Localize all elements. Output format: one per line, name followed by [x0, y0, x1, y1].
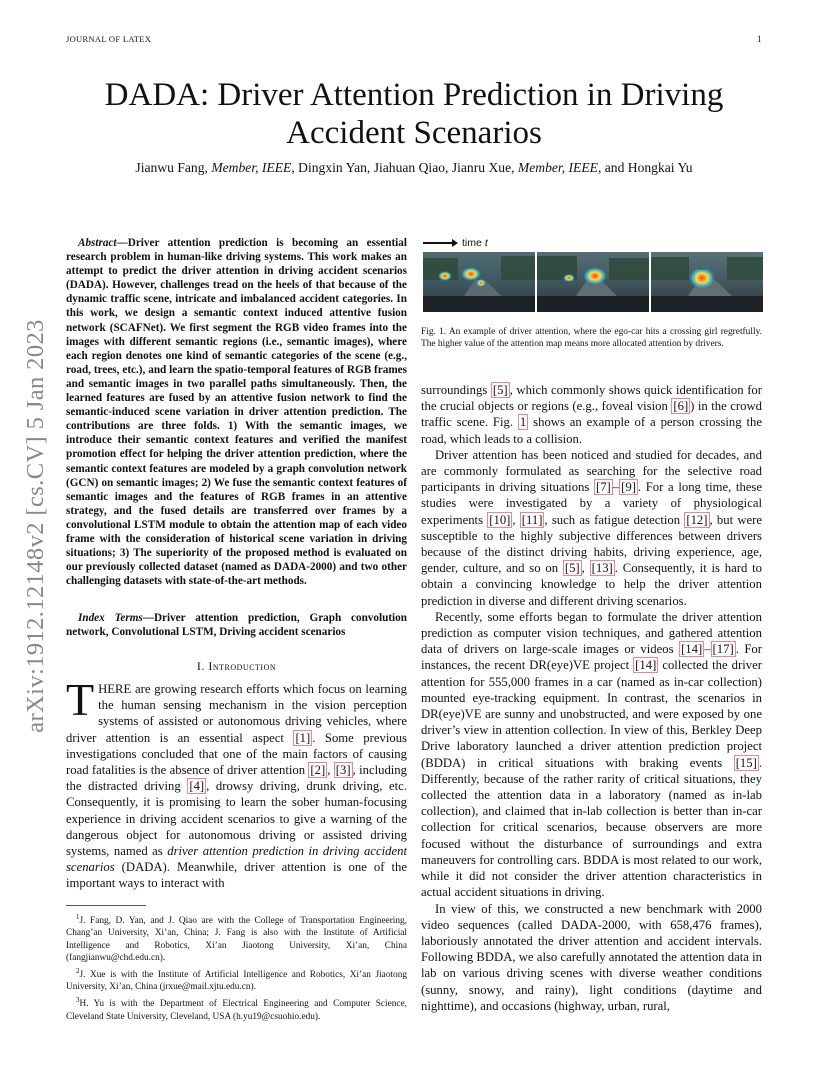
citation-link[interactable]: [12]: [686, 512, 708, 527]
body-text: , which commonly shows quick identification for the crucial objects or regions (e.g., foveal vision: [421, 383, 762, 414]
index-terms-lead: Index Terms: [78, 612, 143, 624]
body-text: ,: [581, 561, 590, 576]
footnote-text: J. Xue is with the Institute of Artificial Intelligence and Robotics, Xi’an Jiaotong University, Xi’an, China (jrxue@mail.xjtu.edu.cn).: [66, 970, 407, 993]
paragraph: [421, 901, 762, 1014]
citation-link[interactable]: [13]: [591, 561, 613, 576]
time-label: time: [462, 237, 482, 249]
index-terms-text: —Driver attention prediction, Graph convolution network, Convolutional LSTM, Driving accident scenarios: [66, 612, 407, 639]
author-role: Member, IEEE: [211, 160, 292, 175]
drop-cap: T: [66, 674, 95, 725]
time-variable: t: [484, 237, 488, 249]
intro-text: HERE are growing research efforts which focus on learning the human sensing mechanism in the vision perception systems of assisted or autonomous driving vehicles, where driver attention is an essential aspect: [66, 682, 407, 745]
footnote-text: H. Yu is with the Department of Electrical Engineering and Computer Science, Cleveland State University, Cleveland, USA (h.yu19@csuohio.edu).: [66, 999, 407, 1022]
body-text: ,: [512, 512, 520, 527]
footnote-3: [66, 994, 407, 1023]
figure-caption: Fig. 1. An example of driver attention, where the ego-car hits a crossing girl regretfully. The higher value of the attention map means more allocated attention by drivers.: [421, 327, 762, 349]
footnote-mark: 1: [76, 913, 80, 921]
intro-text: , including the distracted driving: [66, 763, 407, 794]
citation-link[interactable]: [2]: [310, 763, 326, 778]
right-column-body: [421, 382, 762, 1014]
citation-link[interactable]: [9]: [621, 480, 636, 495]
citation-link[interactable]: [14]: [635, 658, 657, 673]
body-text: Driver attention has been noticed and studied for decades, and are commonly formulated as searching for the selective road participants in driving situations: [421, 447, 762, 495]
intro-text: ,: [327, 763, 334, 778]
abstract: [66, 236, 407, 588]
body-text: . For instances, the recent DR(eye)VE project: [421, 642, 762, 673]
body-text: , but were susceptible to the highly subjective differences between drivers because of the distinct driving habits, driving experience, age, gender, culture, and so on: [421, 512, 762, 576]
body-text: –: [612, 480, 620, 495]
footnote-rule: [66, 905, 146, 906]
body-text: . Differently, because of the rather rarity of critical situations, they collected the attention data in a laboratory (named as in-lab collection), and claimed that in-lab collection is better than in-car collection for critical scenarios, because observers are more focused without the disturbance of surroundings and extra maneuvers for controlling cars. BDDA is most related to our work, while it did not consider the driver attention characteristics in actual accident situations in driving.: [421, 755, 762, 900]
running-header: JOURNAL OF LATEX: [66, 34, 152, 44]
section-heading: [66, 659, 407, 674]
citation-link[interactable]: [7]: [595, 480, 611, 495]
body-text: In view of this, we constructed a new benchmark with 2000 video sequences (called DADA-2000, with 658,476 frames), laboriously annotated the driver attention and accident intervals. Following BDDA, we also carefully annotated the attention data in lab on various driving scenes with diverse weather conditions (sunny, snowy, and rainy), light conditions (daytime and nighttime), and occasions (highway, urban, rural,: [421, 901, 762, 1013]
body-text: shows an example of a person crossing the road, which leads to a collision.: [421, 415, 762, 446]
body-text: –: [704, 642, 711, 657]
frame-image: [537, 252, 649, 312]
citation-link[interactable]: [17]: [712, 642, 734, 657]
footnote-text: J. Fang, D. Yan, and J. Qiao are with the College of Transportation Engineering, Chang’an University, Xi’an, China; J. Fang is also with the Institute of Artificial Intelligence and Robotics, Xi’an Jiaotong University, Xi’an, China (fangjianwu@chd.edu.cn).: [66, 916, 407, 963]
footnote-1: [66, 911, 407, 964]
figure-frames: [423, 252, 763, 312]
body-text: surroundings: [421, 383, 491, 397]
citation-link[interactable]: [5]: [564, 561, 580, 576]
body-text: . For a long time, these studies were investigated by a variety of physiological experiments: [421, 480, 762, 527]
arrow-right-icon: [423, 242, 453, 244]
author-list: [66, 160, 762, 176]
body-text: collected the driver attention for 555,000 frames in a car (named as in-car collection) mounted eye-tracking equipment. In contrast, the scenarios in DR(eye)VE are sunny and unobstructed, and were exposed by one driver’s view in attention collection. In view of this, Berkley Deep Drive laboratory launched a driver attention prediction project (BDDA) in critical situations with braking events: [421, 658, 762, 770]
arxiv-identifier: arXiv:1912.12148v2 [cs.CV] 5 Jan 2023: [22, 319, 49, 733]
section-title: Introduction: [208, 659, 277, 673]
abstract-text: —Driver attention prediction is becoming an essential research problem in human-like driving systems. This work makes an attempt to predict the driver attention in driving accident scenarios (DADA). However, challenges tread on the heels of that because of the dynamic traffic scene, intricate and imbalanced accident categories. In this work, we design a semantic context induced attentive fusion network (SCAFNet). We first segment the RGB video frames into the images with different semantic regions (i.e., semantic images), where each region denotes one kind of semantic categories of the scene (e.g., road, trees, etc.), and learn the spatio-temporal features of RGB frames and semantic images in two parallel paths simultaneously. Then, the learned features are fused by an attentive fusion network to find the semantic-induced scene variation in driver attention prediction. The contributions are three folds. 1) With the semantic images, we introduce their semantic context features and verified the manifest promotion effect for helping the driver attention prediction, where the semantic context features are modeled by a graph convolution network (GCN) on semantic images; 2) We fuse the semantic context features of semantic images and the features of RGB frames in an attentive strategy, and the fused details are transferred over frames by a convolutional LSTM module to obtain the attention map of each video frame with the consideration of historical scene variation in driving situations; 3) The superiority of the proposed method is evaluated on our previously collected dataset (named as DADA-2000) and two other challenging datasets with state-of-the-art methods.: [66, 237, 407, 588]
citation-link[interactable]: [11]: [521, 512, 543, 527]
abstract-lead: Abstract: [78, 237, 117, 249]
citation-link[interactable]: [6]: [673, 399, 689, 414]
intro-text: . Some previous investigations concluded that one of the main factors of causing road fatalities is the absence of driver attention: [66, 730, 407, 778]
citation-link[interactable]: [14]: [681, 642, 703, 657]
introduction-body: [66, 674, 407, 892]
body-text: Recently, some efforts began to formulate the driver attention prediction as computer vision techniques, and gathered attention data of drivers on large-scale images or videos: [421, 609, 762, 657]
intro-emphasis: driver attention prediction in driving accident scenarios: [66, 844, 407, 875]
citation-link[interactable]: [1]: [295, 730, 311, 745]
author-segment: , and Hongkai Yu: [597, 160, 693, 175]
index-terms: [66, 611, 407, 639]
citation-link[interactable]: [4]: [189, 779, 205, 794]
author-segment: Jianwu Fang,: [135, 160, 212, 175]
citation-link[interactable]: [15]: [735, 755, 757, 770]
footnote-2: [66, 965, 407, 994]
page-number: 1: [757, 34, 762, 44]
intro-text: , drowsy driving, drunk driving, etc. Consequently, it is promising to learn the sober human-focusing experience in driving accident scenarios to give a warning of the dangerous object for autonomous driving or assisted driving systems, named as: [66, 779, 407, 859]
video-frame-1: [423, 252, 535, 312]
intro-text: (DADA). Meanwhile, driver attention is one of the important ways to interact with: [66, 860, 407, 891]
frame-image: [651, 252, 763, 312]
author-segment: , Dingxin Yan, Jiahuan Qiao, Jianru Xue,: [291, 160, 518, 175]
footnote-mark: 2: [76, 966, 80, 975]
arxiv-stamp: [16, 296, 56, 756]
author-role: Member, IEEE: [517, 160, 598, 175]
citation-link[interactable]: [3]: [335, 763, 351, 778]
body-text: . Consequently, it is hard to obtain a convincing knowledge to help the driver attention prediction in diverse and different driving scenarios.: [421, 561, 762, 608]
frame-image: [423, 252, 535, 312]
body-text: ) in the crowd traffic scene. Fig.: [421, 399, 762, 430]
citation-link[interactable]: [5]: [492, 383, 508, 397]
figure-link[interactable]: 1: [519, 415, 527, 430]
body-text: , such as fatigue detection: [544, 512, 685, 527]
section-number: I.: [196, 659, 209, 673]
video-frame-3: [651, 252, 763, 312]
footnote-mark: 3: [76, 996, 80, 1005]
footnotes: [66, 911, 407, 1024]
paper-title: DADA: Driver Attention Prediction in Driving Accident Scenarios: [104, 77, 724, 151]
citation-link[interactable]: [10]: [489, 512, 511, 527]
paragraph: [421, 447, 762, 609]
time-axis-label: [423, 236, 488, 250]
paragraph: [421, 382, 762, 447]
paragraph: [421, 609, 762, 901]
video-frame-2: [537, 252, 649, 312]
